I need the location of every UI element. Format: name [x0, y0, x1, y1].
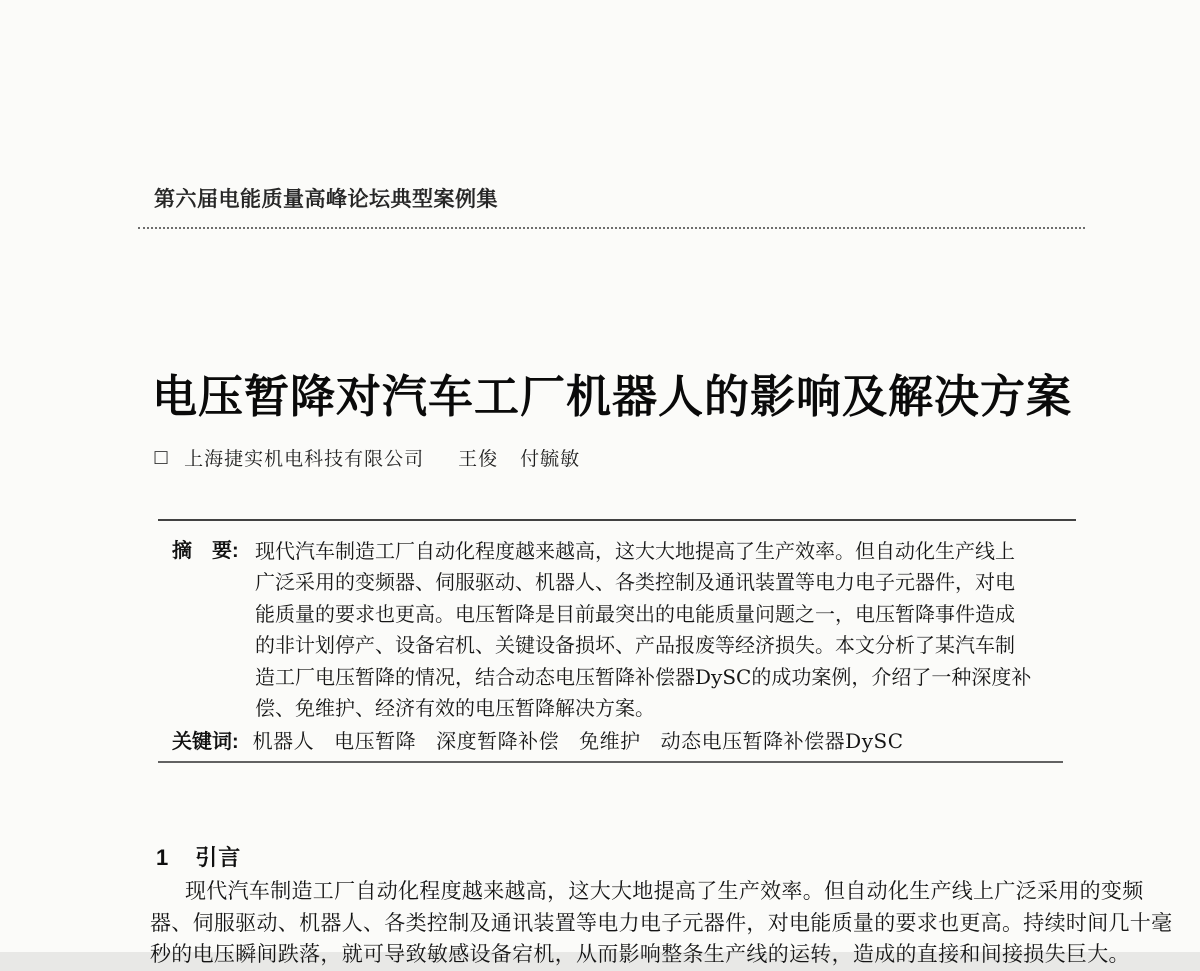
author-square-icon: □ — [153, 447, 170, 467]
abstract-line: 现代汽车制造工厂自动化程度越来越高，这大大地提高了生产效率。但自动化生产线上 — [255, 539, 1015, 563]
abstract-top-rule — [158, 519, 1076, 521]
author-name: 王俊 — [458, 448, 499, 470]
author-line — [153, 444, 580, 471]
keywords-label: 关键词: — [172, 731, 239, 753]
abstract-text — [255, 536, 1031, 724]
keyword-item: 深度暂降补偿 — [436, 729, 560, 753]
author-affiliation: 上海捷实机电科技有限公司 — [184, 448, 425, 470]
keyword-item: 机器人 — [252, 729, 315, 753]
section-number: 1 — [156, 845, 169, 870]
abstract-line: 偿、免维护、经济有效的电压暂降解决方案。 — [255, 696, 655, 721]
keywords-line — [172, 725, 924, 754]
running-header: 第六届电能质量高峰论坛典型案例集 — [154, 188, 498, 211]
body-paragraph — [150, 876, 1173, 971]
abstract-label: 摘 要: — [172, 540, 239, 562]
paper-title: 电压暂降对汽车工厂机器人的影响及解决方案 — [152, 371, 1073, 422]
abstract-line: 的非计划停产、设备宕机、关键设备损坏、产品报废等经济损失。本文分析了某汽车制 — [255, 633, 1015, 658]
keyword-item: 动态电压暂降补偿器DySC — [660, 729, 904, 753]
abstract-line: 造工厂电压暂降的情况，结合动态电压暂降补偿器DySC的成功案例，介绍了一种深度补 — [255, 664, 1032, 689]
abstract-line: 广泛采用的变频器、伺服驱动、机器人、各类控制及通讯装置等电力电子元器件，对电 — [255, 570, 1015, 595]
keyword-item: 电压暂降 — [334, 729, 417, 753]
body-line: 秒的电压瞬间跌落，就可导致敏感设备宕机，从而影响整条生产线的运转，造成的直接和间接损失巨大。 — [150, 942, 1130, 966]
section-heading-1 — [156, 841, 241, 872]
abstract-line: 能质量的要求也更高。电压暂降是目前最突出的电能质量问题之一，电压暂降事件造成 — [255, 601, 1015, 626]
keyword-item: 免维护 — [579, 729, 641, 753]
section-title: 引言 — [195, 845, 242, 870]
body-line: 现代汽车制造工厂自动化程度越来越高，这大大地提高了生产效率。但自动化生产线上广泛采用的变频 — [185, 879, 1144, 903]
abstract-bottom-rule — [158, 761, 1063, 763]
author-name: 付毓敏 — [520, 448, 581, 470]
header-divider — [138, 227, 1085, 229]
abstract-block — [172, 536, 1031, 724]
body-line: 器、伺服驱动、机器人、各类控制及通讯装置等电力电子元器件，对电能质量的要求也更高。持续时间几十毫 — [150, 910, 1173, 935]
